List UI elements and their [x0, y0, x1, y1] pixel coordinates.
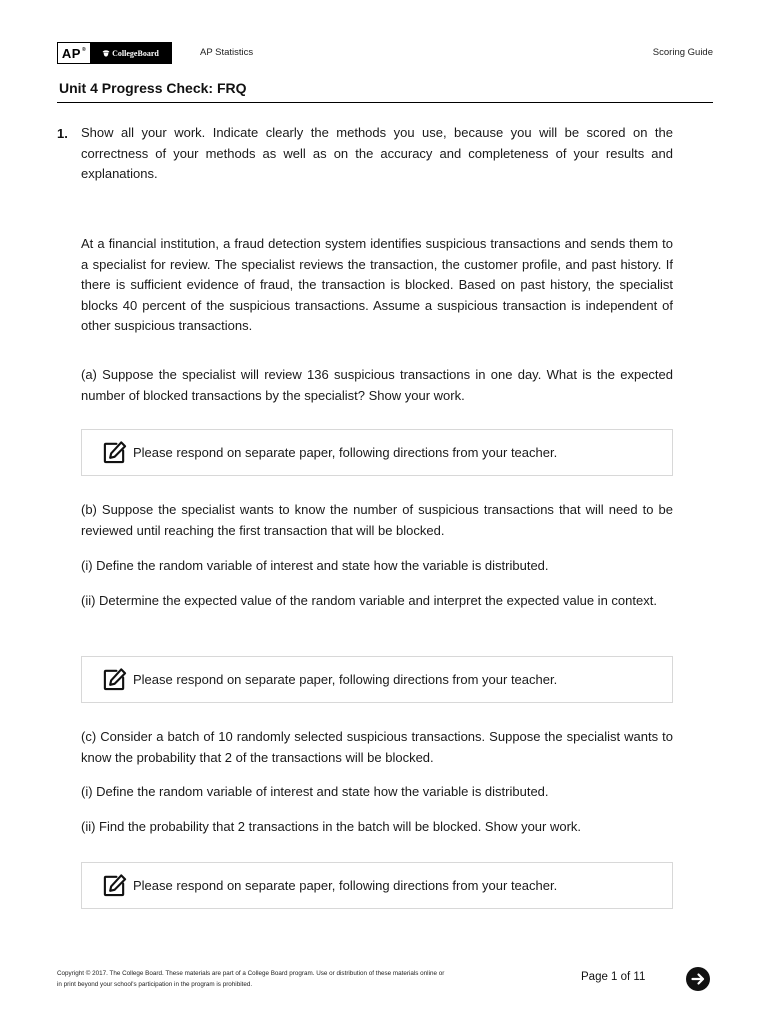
ap-collegeboard-logo [57, 42, 172, 64]
part-c-i-text: (i) Define the random variable of interest and state how the variable is distributed. [81, 784, 549, 799]
ap-logo [58, 43, 90, 63]
part-b-i-text: (i) Define the random variable of interest and state how the variable is distributed. [81, 558, 549, 573]
page-indicator: Page 1 of 11 [581, 971, 646, 983]
response-prompt-c: Please respond on separate paper, following directions from your teacher. [133, 878, 558, 893]
response-prompt-a: Please respond on separate paper, following directions from your teacher. [133, 445, 558, 460]
course-name: AP Statistics [200, 47, 254, 58]
collegeboard-logo-text: CollegeBoard [112, 48, 159, 58]
page-header [57, 42, 713, 64]
copyright-line-2: in print beyond your school's participation in the program is prohibited. [57, 981, 253, 988]
copyright-notice [57, 968, 487, 990]
next-page-button[interactable] [686, 967, 710, 991]
collegeboard-logo [90, 43, 171, 63]
scoring-guide-label: Scoring Guide [652, 47, 713, 58]
response-box-a [81, 429, 673, 476]
arrow-right-icon [690, 971, 706, 987]
question-stem: At a financial institution, a fraud detection system identifies suspicious transactions and sends them to a specialist for review. The specialist reviews the transaction, the customer profile, and past history. If there is sufficient evidence of fraud, the transaction is blocked. Based on past history, the specialist blocks 40 percent of the suspicious transactions. Assume a suspicious transaction is independent of other suspicious transactions. [81, 236, 673, 333]
response-box-b [81, 656, 673, 703]
instructions-text: Show all your work. Indicate clearly the methods you use, because you will be scored on the correctness of your methods as well as on the accuracy and completeness of your results and explanations. [81, 125, 673, 181]
question-number: 1. [57, 126, 68, 141]
response-box-c [81, 862, 673, 909]
ap-logo-text: AP [61, 45, 81, 61]
part-b-ii-text: (ii) Determine the expected value of the random variable and interpret the expected value in context. [81, 593, 657, 608]
response-prompt-b: Please respond on separate paper, following directions from your teacher. [133, 672, 558, 687]
part-c-text: (c) Consider a batch of 10 randomly selected suspicious transactions. Suppose the specialist wants to know the probability that 2 of the transactions will be blocked. [81, 729, 673, 765]
copyright-line-1: Copyright © 2017. The College Board. These materials are part of a College Board program. Use or distribution of these materials online or [57, 970, 445, 977]
page-title: Unit 4 Progress Check: FRQ [59, 80, 247, 96]
part-b-text: (b) Suppose the specialist wants to know the number of suspicious transactions that will need to be reviewed until reaching the first transaction that will be blocked. [81, 502, 673, 538]
registered-mark: ® [81, 47, 87, 53]
edit-icon [102, 440, 127, 465]
title-divider [57, 102, 713, 103]
edit-icon [102, 667, 127, 692]
edit-icon [102, 873, 127, 898]
part-a-text: (a) Suppose the specialist will review 136 suspicious transactions in one day. What is the expected number of blocked transactions by the specialist? Show your work. [81, 367, 673, 403]
acorn-icon [102, 49, 110, 57]
part-c-ii-text: (ii) Find the probability that 2 transactions in the batch will be blocked. Show your work. [81, 819, 582, 834]
